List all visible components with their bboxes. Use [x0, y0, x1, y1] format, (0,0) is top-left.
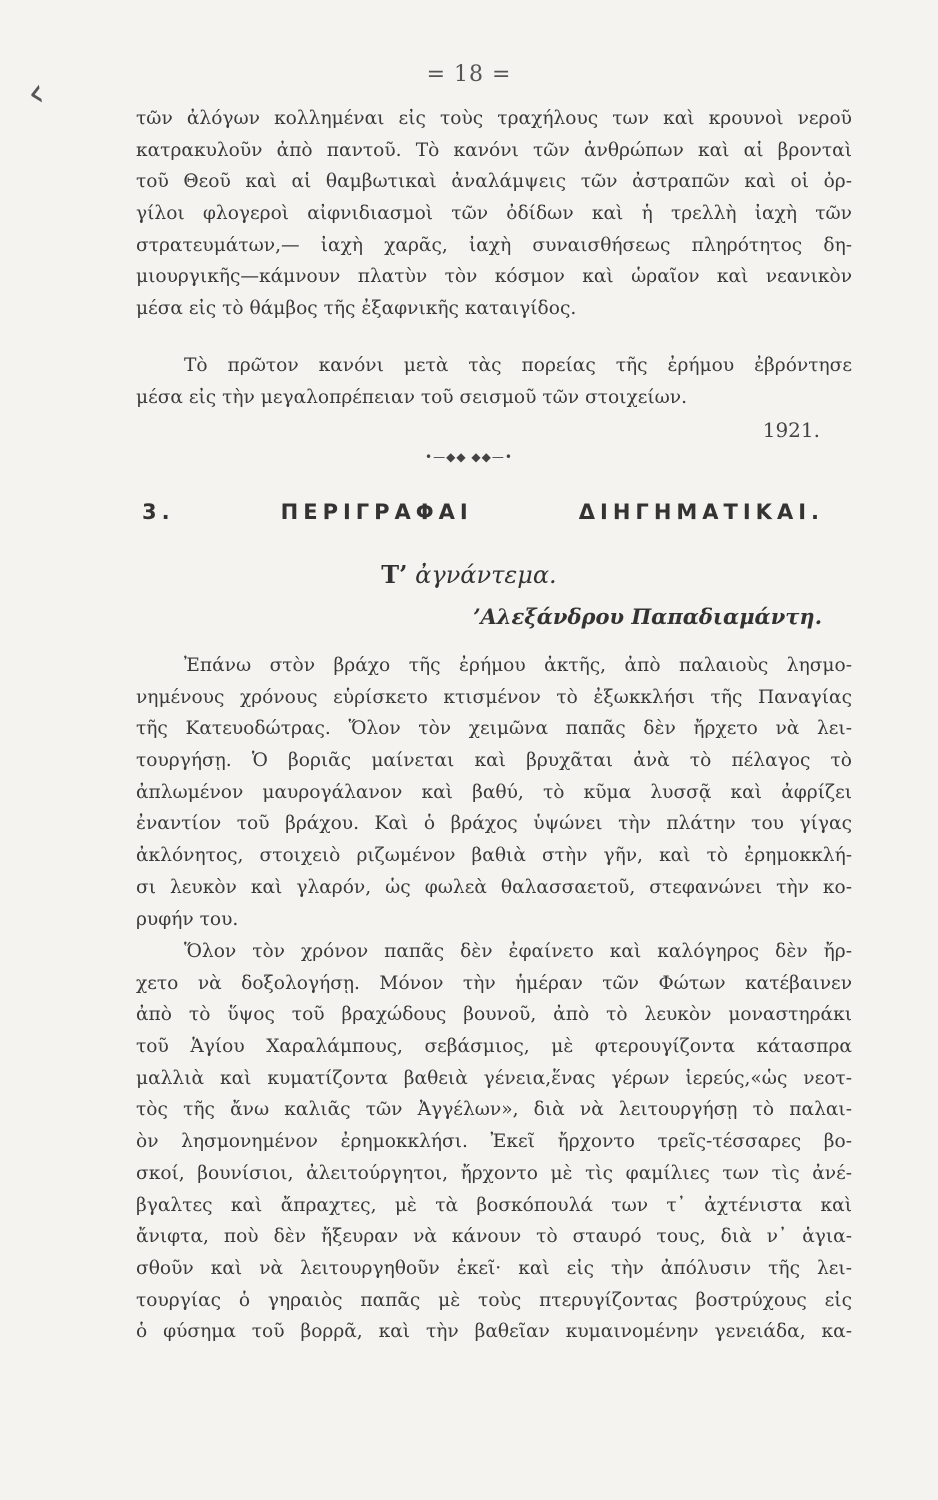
paragraph-story-1	[136, 650, 852, 935]
text-line: χετο νὰ δοξολογήσῃ. Μόνον τὴν ἡμέραν τῶν Φώτων κατέβαινεν	[136, 972, 852, 994]
text-line: Ὅλον τὸν χρόνον παπᾶς δὲν ἐφαίνετο καὶ καλόγηρος δὲν ἤρ-	[184, 941, 852, 962]
story-title-initial: Τ’	[381, 560, 408, 589]
text-line: τουργίας ὁ γηραιὸς παπᾶς μὲ τοὺς πτερυγίζοντας βοστρύχους εἰς	[136, 1289, 852, 1311]
text-line: μιουργικῆς—κάμνουν πλατὺν τὸν κόσμον καὶ ὡραῖον καὶ νεανικὸν	[136, 266, 852, 288]
story-title-rest: ἀγνάντεμα.	[415, 561, 557, 589]
text-line: σι λευκὸν καὶ γλαρόν, ὡς φωλεὰ θαλασσαετοῦ, στεφανώνει τὴν κο-	[136, 876, 852, 898]
text-line: τοῦ Ἁγίου Χαραλάμπους, σεβάσμιος, μὲ φτερουγίζοντα κάτασπρα	[136, 1036, 852, 1058]
page-number: = 18 =	[426, 62, 512, 87]
text-line: μέσα εἰς τὴν μεγαλοπρέπειαν τοῦ σεισμοῦ τῶν στοιχείων.	[136, 386, 688, 408]
author-name: ’Αλεξάνδρου Παπαδιαμάντη.	[473, 604, 822, 629]
text-line: μέσα εἰς τὸ θάμβος τῆς ἐξαφνικῆς καταιγίδος.	[136, 298, 577, 320]
text-line: τῆς Κατευοδώτρας. Ὅλον τὸν χειμῶνα παπᾶς δὲν ἤρχετο νὰ λει-	[136, 718, 852, 740]
text-line: Τὸ πρῶτον κανόνι μετὰ τὰς πορείας τῆς ἐρήμου ἐβρόντησε	[184, 355, 852, 376]
text-line: νημένους χρόνους εὑρίσκετο κτισμένον τὸ ἐξωκκλήσι τῆς Παναγίας	[136, 686, 852, 708]
margin-pencil-mark: ‹	[24, 68, 48, 118]
ornament-divider: •—◆◆ ◆◆—•	[425, 450, 513, 464]
text-line: σθοῦν καὶ νὰ λειτουργηθοῦν ἐκεῖ· καὶ εἰς τὴν ἀπόλυσιν τῆς λει-	[136, 1257, 852, 1279]
text-line: βγαλτες καὶ ἄπραχτες, μὲ τὰ βοσκόπουλά των τ᾽ ἀχτένιστα καὶ	[136, 1194, 852, 1216]
date: 1921.	[762, 418, 820, 442]
text-line: κατρακυλοῦν ἀπὸ παντοῦ. Τὸ κανόνι τῶν ἀνθρώπων καὶ αἱ βρονταὶ	[136, 139, 852, 161]
text-line: τὸς τῆς ἄνω καλιᾶς τῶν Ἀγγέλων», διὰ νὰ λειτουργήσῃ τὸ παλαι-	[136, 1099, 852, 1121]
text-line: ἄνιφτα, ποὺ δὲν ἤξευραν νὰ κάνουν τὸ σταυρό τους, διὰ ν᾽ ἁγια-	[136, 1226, 852, 1248]
text-line: ἀπὸ τὸ ὕψος τοῦ βραχώδους βουνοῦ, ἀπὸ τὸ λευκὸν μοναστηράκι	[136, 1004, 852, 1026]
paragraph-story-2	[136, 936, 852, 1348]
paragraph-second	[136, 350, 852, 413]
paragraph-top	[136, 103, 852, 325]
text-line: γίλοι φλογεροὶ αἰφνιδιασμοὶ τῶν ὀδίδων καὶ ἡ τρελλὴ ἰαχὴ τῶν	[136, 203, 852, 225]
text-line: ἀπλωμένον μαυρογάλανον καὶ βαθύ, τὸ κῦμα λυσσᾷ καὶ ἀφρίζει	[136, 781, 852, 803]
text-line: στρατευμάτων,— ἰαχὴ χαρᾶς, ἰαχὴ συναισθήσεως πληρότητος δη-	[136, 234, 852, 256]
text-line: τῶν ἀλόγων κολλημέναι εἰς τοὺς τραχήλους των καὶ κρουνοὶ νεροῦ	[136, 108, 852, 129]
text-line: ὁ φύσημα τοῦ βορρᾶ, καὶ τὴν βαθεῖαν κυμαινομένην γενειάδα, κα-	[136, 1321, 852, 1343]
text-line: μαλλιὰ καὶ κυματίζοντα βαθειὰ γένεια,ἕνας γέρων ἱερεύς,«ὡς νεοτ-	[136, 1067, 852, 1089]
text-line: τοῦ Θεοῦ καὶ αἱ θαμβωτικαὶ ἀναλάμψεις τῶν ἀστραπῶν καὶ οἱ ὀρ-	[136, 171, 852, 193]
text-line: ἐναντίον τοῦ βράχου. Καὶ ὁ βράχος ὑψώνει τὴν πλάτην του γίγας	[136, 813, 852, 835]
text-line: ὸν λησμονημένον ἐρημοκκλήσι. Ἐκεῖ ἤρχοντο τρεῖς-τέσσαρες βο-	[136, 1131, 852, 1153]
text-line: ἀκλόνητος, στοιχειὸ ριζωμένον βαθιὰ στὴν γῆν, καὶ τὸ ἐρημοκκλή-	[136, 845, 852, 867]
text-line: τουργήσῃ. Ὁ βοριᾶς μαίνεται καὶ βρυχᾶται ἀνὰ τὸ πέλαγος τὸ	[136, 750, 852, 772]
text-line: σκοί, βουνίσιοι, ἀλειτούργητοι, ἤρχοντο μὲ τὶς φαμίλιες των τὶς ἀνέ-	[136, 1162, 852, 1184]
story-title	[0, 560, 938, 589]
section-heading: 3. ΠΕΡΙΓΡΑΦΑΙ ΔΙΗΓΗΜΑΤΙΚΑΙ.	[142, 500, 824, 524]
text-line: Ἐπάνω στὸν βράχο τῆς ἐρήμου ἀκτῆς, ἀπὸ παλαιοὺς λησμο-	[184, 655, 852, 676]
text-line: ρυφήν του.	[136, 908, 239, 930]
